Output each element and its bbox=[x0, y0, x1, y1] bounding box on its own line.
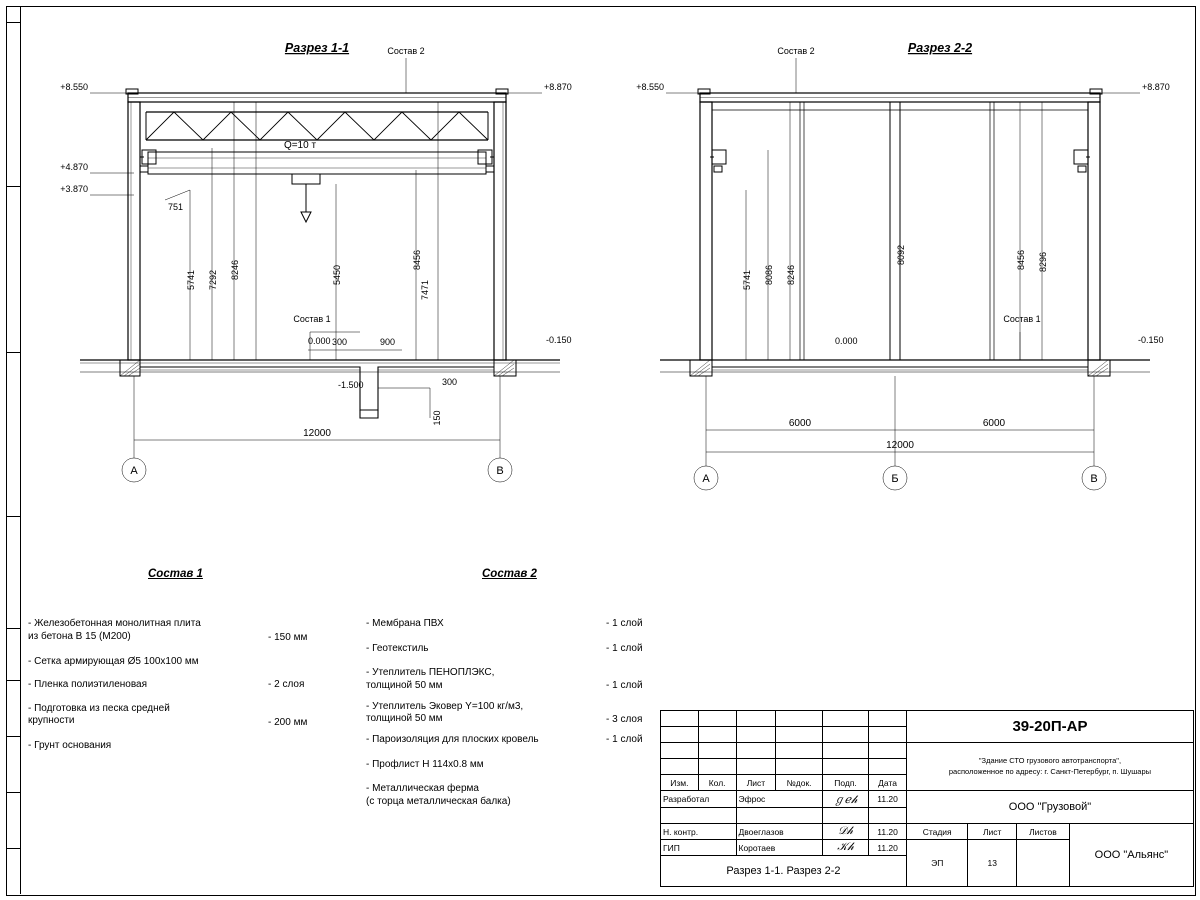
item-text: - Сетка армирующая Ø5 100х100 мм bbox=[28, 655, 199, 667]
margin-tick bbox=[6, 352, 20, 353]
axis-label: А bbox=[702, 473, 710, 485]
section-2-2-title: Разрез 2-2 bbox=[907, 41, 973, 55]
item-text: - Утеплитель ПЕНОПЛЭКС, bbox=[366, 667, 495, 678]
lists-value bbox=[1016, 840, 1069, 887]
item-text: - Железобетонная монолитная плита bbox=[28, 618, 201, 629]
person-name: Коротаев bbox=[736, 840, 822, 856]
level-mark: +4.870 bbox=[60, 162, 88, 172]
item-value: - 1 слой bbox=[606, 734, 643, 745]
signature: 𝒦𝒽 bbox=[822, 840, 868, 856]
item-text-2: из бетона В 15 (М200) bbox=[28, 630, 131, 642]
list-item bbox=[366, 783, 696, 808]
dimension-value: 300 bbox=[442, 377, 458, 387]
item-value: - 1 слой bbox=[606, 642, 643, 654]
composition-2-list bbox=[366, 618, 696, 819]
sheet-name: Разрез 1-1. Разрез 2-2 bbox=[661, 856, 907, 887]
dimension-value: 5741 bbox=[742, 269, 752, 291]
item-text-2: крупности bbox=[28, 715, 75, 726]
item-value: - 1 слой bbox=[606, 680, 643, 691]
margin-tick bbox=[6, 516, 20, 517]
item-text: - Утеплитель Эковер Y=100 кг/м3, bbox=[366, 700, 524, 712]
item-value: - 3 слоя bbox=[606, 713, 643, 725]
dimension-value: 8092 bbox=[896, 244, 906, 266]
axis-label: В bbox=[496, 465, 504, 477]
list-label: Лист bbox=[968, 824, 1017, 840]
item-text-2: (с торца металлическая балка) bbox=[366, 795, 511, 807]
item-text: - Мембрана ПВХ bbox=[366, 618, 444, 629]
dimension-value: 751 bbox=[168, 202, 184, 212]
composition-1-title: Состав 1 bbox=[148, 568, 203, 580]
item-text-2: толщиной 50 мм bbox=[366, 713, 443, 724]
list-item bbox=[366, 667, 696, 693]
section-1-1-drawing bbox=[60, 40, 680, 560]
dimension-value: 7292 bbox=[208, 269, 218, 291]
item-text: - Геотекстиль bbox=[366, 642, 429, 654]
stage-label: Стадия bbox=[906, 824, 968, 840]
dimension-value: 5741 bbox=[186, 269, 196, 291]
callout-comp2-label: Состав 2 bbox=[387, 46, 425, 56]
project-code: 39-20П-АР bbox=[906, 711, 1193, 743]
role-label: Разработал bbox=[661, 791, 737, 808]
list-item bbox=[366, 701, 696, 727]
dimension-value: 8086 bbox=[764, 264, 774, 286]
item-text: - Профлист Н 114х0.8 мм bbox=[366, 758, 484, 770]
section-2-2-drawing bbox=[636, 40, 1190, 560]
level-mark: 0.000 bbox=[835, 336, 858, 346]
composition-1-list bbox=[28, 618, 358, 764]
dimension-value: 7471 bbox=[420, 279, 430, 301]
col-header: Изм. bbox=[661, 775, 699, 791]
level-mark: -0.150 bbox=[1138, 335, 1164, 345]
level-mark: +8.870 bbox=[544, 82, 572, 92]
object-line-2: расположенное по адресу: г. Санкт-Петербург, п. Шушары bbox=[948, 766, 1152, 776]
overall-dimension: 12000 bbox=[303, 428, 331, 439]
list-item bbox=[28, 703, 358, 730]
overall-dimension: 12000 bbox=[886, 440, 914, 451]
margin-tick bbox=[6, 186, 20, 187]
item-text: - Пароизоляция для плоских кровель bbox=[366, 734, 539, 745]
axis-label: В bbox=[1090, 473, 1098, 485]
callout-comp1-label: Состав 1 bbox=[1003, 314, 1041, 324]
list-item bbox=[28, 656, 358, 669]
list-value: 13 bbox=[968, 840, 1017, 887]
col-header: Дата bbox=[869, 775, 907, 791]
list-item bbox=[366, 618, 696, 631]
dimension-value: 8246 bbox=[786, 264, 796, 286]
person-name: Эфрос bbox=[736, 791, 822, 808]
level-mark: -0.150 bbox=[546, 335, 572, 345]
dimension-value: 5450 bbox=[332, 264, 342, 286]
callout-comp2-label: Состав 2 bbox=[777, 46, 815, 56]
title-block bbox=[660, 710, 1194, 887]
role-label: Н. контр. bbox=[661, 824, 737, 840]
level-mark: +3.870 bbox=[60, 184, 88, 194]
list-item bbox=[28, 679, 358, 692]
level-mark: +8.870 bbox=[1142, 82, 1170, 92]
item-text: - Пленка полиэтиленовая bbox=[28, 679, 148, 690]
col-header: Подп. bbox=[822, 775, 868, 791]
margin-tick bbox=[6, 792, 20, 793]
person-name: Двоеглазов bbox=[736, 824, 822, 840]
object-line-1: "Здание СТО грузового автотранспорта", bbox=[978, 756, 1122, 766]
section-1-1-title: Разрез 1-1 bbox=[284, 41, 350, 55]
composition-2-title: Состав 2 bbox=[482, 568, 537, 580]
crane-capacity-label: Q=10 т bbox=[283, 140, 317, 151]
date-value: 11.20 bbox=[869, 840, 907, 856]
lists-label: Листов bbox=[1016, 824, 1069, 840]
item-value: - 150 мм bbox=[268, 632, 308, 643]
list-item bbox=[366, 643, 696, 656]
callout-comp1-label: Состав 1 bbox=[293, 314, 331, 324]
list-item bbox=[28, 618, 358, 645]
margin-tick bbox=[6, 628, 20, 629]
list-item bbox=[28, 740, 358, 753]
level-mark: -1.500 bbox=[338, 380, 364, 390]
signature: 𝒟𝒽 bbox=[822, 824, 868, 840]
margin-tick bbox=[6, 680, 20, 681]
role-label: ГИП bbox=[661, 840, 737, 856]
item-text: - Металлическая ферма bbox=[366, 783, 479, 794]
dimension-value: 300 bbox=[332, 337, 348, 347]
dimension-value: 6000 bbox=[982, 418, 1006, 429]
designer-company: ООО "Альянс" bbox=[1069, 824, 1193, 887]
item-text: - Грунт основания bbox=[28, 740, 112, 751]
col-header: Кол. bbox=[698, 775, 736, 791]
dimension-value: 900 bbox=[380, 337, 396, 347]
level-mark: 0.000 bbox=[308, 336, 331, 346]
axis-label: А bbox=[130, 465, 138, 477]
col-header: №док. bbox=[776, 775, 822, 791]
dimension-value: 8246 bbox=[230, 259, 240, 281]
company-name: ООО "Грузовой" bbox=[906, 791, 1193, 824]
item-text-2: толщиной 50 мм bbox=[366, 679, 443, 691]
axis-label: Б bbox=[891, 473, 899, 485]
level-mark: +8.550 bbox=[60, 82, 88, 92]
item-value: - 1 слой bbox=[606, 618, 643, 629]
item-text: - Подготовка из песка средней bbox=[28, 702, 170, 714]
dimension-value: 8456 bbox=[1016, 249, 1026, 271]
dimension-value: 8456 bbox=[412, 249, 422, 271]
margin-tick bbox=[6, 736, 20, 737]
margin-tick bbox=[6, 22, 20, 23]
item-value: - 2 слоя bbox=[268, 679, 305, 690]
dimension-value: 150 bbox=[432, 410, 442, 426]
stage-value: ЭП bbox=[906, 840, 968, 887]
signature: ℊℯ𝒽 bbox=[822, 791, 868, 808]
margin-tick bbox=[6, 848, 20, 849]
date-value: 11.20 bbox=[869, 791, 907, 808]
level-mark: +8.550 bbox=[636, 82, 664, 92]
list-item bbox=[366, 759, 696, 772]
list-item bbox=[366, 734, 696, 747]
col-header: Лист bbox=[736, 775, 776, 791]
left-margin-strip bbox=[6, 6, 21, 894]
item-value: - 200 мм bbox=[268, 716, 308, 728]
dimension-value: 6000 bbox=[788, 418, 812, 429]
date-value: 11.20 bbox=[869, 824, 907, 840]
dimension-value: 8296 bbox=[1038, 251, 1048, 273]
